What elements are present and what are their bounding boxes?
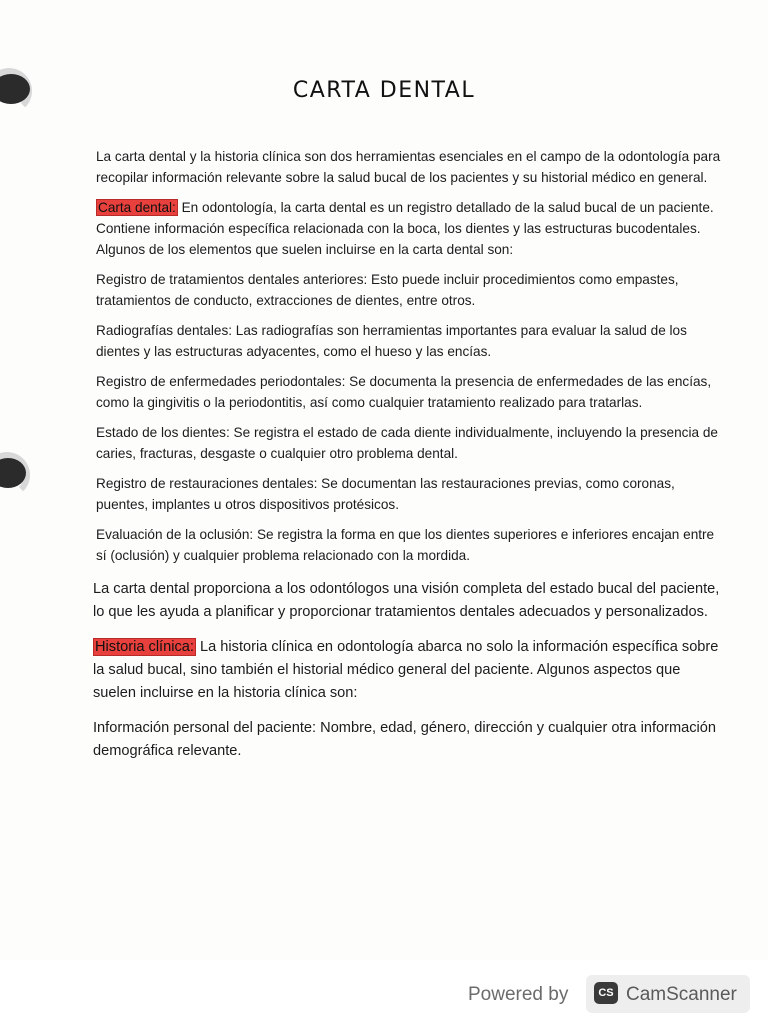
paragraph-text: Estado de los dientes: Se registra el estado de cada diente individualmente, incluyendo la presencia de caries, fracturas, desgaste o cualquier otro problema dental.: [96, 425, 718, 461]
paragraph-text: La historia clínica en odontología abarca no solo la información específica sobre la salud bucal, sino también el historial médico general del paciente. Algunos aspectos que suelen incluirse en la historia clínica son:: [93, 639, 719, 701]
paragraph-text: Evaluación de la oclusión: Se registra la forma en que los dientes superiores e inferiores encajan entre sí (oclusión) y cualquier problema relacionado con la mordida.: [96, 527, 715, 563]
document-body: [93, 146, 726, 763]
paragraph-informacion-personal: [93, 717, 726, 763]
paragraph-text: Radiografías dentales: Las radiografías son herramientas importantes para evaluar la salud de los dientes y las estructuras adyacentes, como el hueso y las encías.: [96, 323, 687, 359]
paragraph-intro: [96, 146, 726, 188]
paragraph-estado-dientes: [96, 422, 726, 464]
paragraph-oclusion: [96, 524, 726, 566]
paragraph-text: Información personal del paciente: Nombre, edad, género, dirección y cualquier otra información demográfica relevante.: [93, 720, 717, 759]
camscanner-logo-icon: CS: [594, 982, 618, 1004]
highlight-historia-clinica: Historia clínica:: [95, 639, 194, 655]
highlight-carta-dental: Carta dental:: [98, 200, 176, 215]
paragraph-text: La carta dental proporciona a los odontólogos una visión completa del estado bucal del paciente, lo que les ayuda a planificar y proporcionar tratamientos dentales adecuados y personalizados.: [93, 581, 720, 620]
powered-by-label: Powered by: [468, 984, 569, 1005]
paragraph-periodontales: [96, 371, 726, 413]
paragraph-tratamientos: [96, 269, 726, 311]
paragraph-text: En odontología, la carta dental es un registro detallado de la salud bucal de un paciente. Contiene información específica relacionada con la boca, los dientes y las estructuras bucodentales. Algunos de los elementos que suelen incluirse en la carta dental son:: [96, 200, 714, 257]
paragraph-text: Registro de enfermedades periodontales: Se documenta la presencia de enfermedades de las encías, como la gingivitis o la periodontitis, así como cualquier tratamiento realizado para tratarlas.: [96, 374, 712, 410]
paragraph-text: Registro de tratamientos dentales anteriores: Esto puede incluir procedimientos como empastes, tratamientos de conducto, extracciones de dientes, entre otros.: [96, 272, 679, 308]
paragraph-carta-dental: [96, 197, 726, 260]
camscanner-brand-label: CamScanner: [626, 984, 737, 1005]
paragraph-restauraciones: [96, 473, 726, 515]
paragraph-vision-completa: [93, 578, 726, 624]
paragraph-text: Registro de restauraciones dentales: Se documentan las restauraciones previas, como coronas, puentes, implantes u otros dispositivos protésicos.: [96, 476, 675, 512]
paragraph-historia-clinica: [93, 636, 726, 705]
paragraph-text: La carta dental y la historia clínica son dos herramientas esenciales en el campo de la odontología para recopilar información relevante sobre la salud bucal de los pacientes y su historial médico en general.: [96, 149, 721, 185]
page-title: CARTA DENTAL: [292, 78, 476, 103]
paragraph-radiografias: [96, 320, 726, 362]
